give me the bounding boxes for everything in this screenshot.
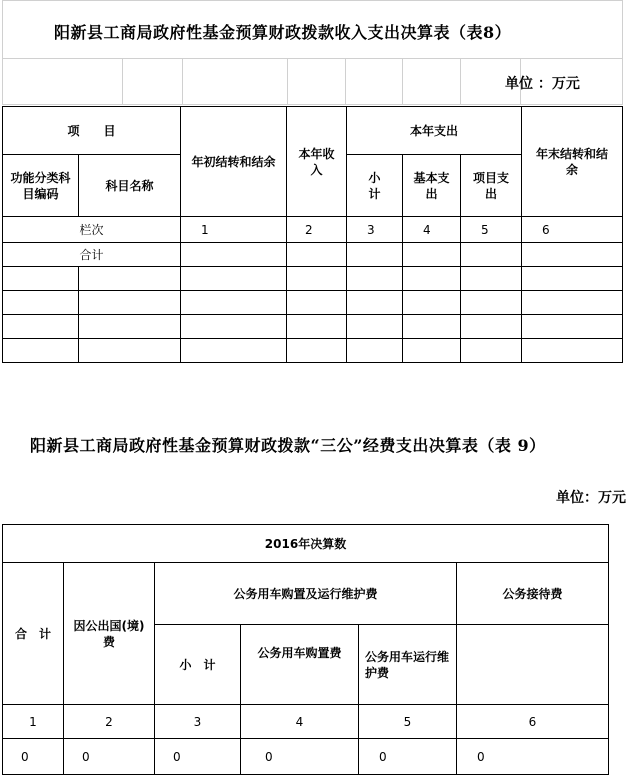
table-row	[3, 315, 623, 339]
total-label: 合计	[3, 243, 181, 267]
header-subject-name: 科目名称	[79, 155, 181, 217]
table-row	[3, 267, 623, 291]
header-subtotal: 小计	[347, 155, 403, 217]
column-number: 1	[181, 217, 287, 243]
header-beginning-balance: 年初结转和结余	[181, 107, 287, 217]
table9	[2, 524, 609, 775]
table-row	[3, 339, 623, 363]
value-cell: 0	[3, 739, 64, 775]
header-current-income: 本年收入	[287, 107, 347, 217]
table8	[2, 106, 623, 363]
column-number: 3	[347, 217, 403, 243]
column-number: 4	[403, 217, 461, 243]
value-cell: 0	[155, 739, 241, 775]
value-cell: 0	[241, 739, 359, 775]
header-project-expense: 项目支出	[461, 155, 522, 217]
header-year-total: 2016年决算数	[3, 525, 609, 563]
column-number-row	[3, 217, 623, 243]
table9-unit: 单位：万元	[556, 490, 626, 506]
header-func-code: 功能分类科目编码	[3, 155, 79, 217]
value-cell: 0	[359, 739, 457, 775]
column-number: 1	[3, 705, 64, 739]
header-project: 项 目	[3, 107, 181, 155]
column-number: 6	[457, 705, 609, 739]
column-number: 5	[359, 705, 457, 739]
header-reception: 公务接待费	[457, 563, 609, 625]
column-number: 5	[461, 217, 522, 243]
table8-title: 阳新县工商局政府性基金预算财政拨款收入支出决算表（表8）	[54, 23, 512, 42]
column-label: 栏次	[3, 217, 181, 243]
column-number: 4	[241, 705, 359, 739]
table8-unit: 单位 ：万元	[505, 76, 580, 92]
column-number: 6	[522, 217, 623, 243]
value-cell: 0	[64, 739, 155, 775]
header-vehicle-maint: 公务用车运行维护费	[359, 625, 457, 705]
value-row	[3, 739, 609, 775]
header-abroad: 因公出国(境)费	[64, 563, 155, 705]
value-cell: 0	[457, 739, 609, 775]
column-number: 2	[64, 705, 155, 739]
total-row	[3, 243, 623, 267]
column-number: 3	[155, 705, 241, 739]
header-vehicle: 公务用车购置及运行维护费	[155, 563, 457, 625]
column-number: 2	[287, 217, 347, 243]
header-ending-balance: 年末结转和结余	[522, 107, 623, 217]
header-subtotal: 小 计	[155, 625, 241, 705]
header-total: 合 计	[3, 563, 64, 705]
column-number-row	[3, 705, 609, 739]
header-current-expense: 本年支出	[347, 107, 522, 155]
header-basic-expense: 基本支出	[403, 155, 461, 217]
table-row	[3, 291, 623, 315]
table9-title: 阳新县工商局政府性基金预算财政拨款“三公”经费支出决算表（表 9）	[30, 436, 546, 455]
header-vehicle-purchase: 公务用车购置费	[241, 625, 359, 705]
